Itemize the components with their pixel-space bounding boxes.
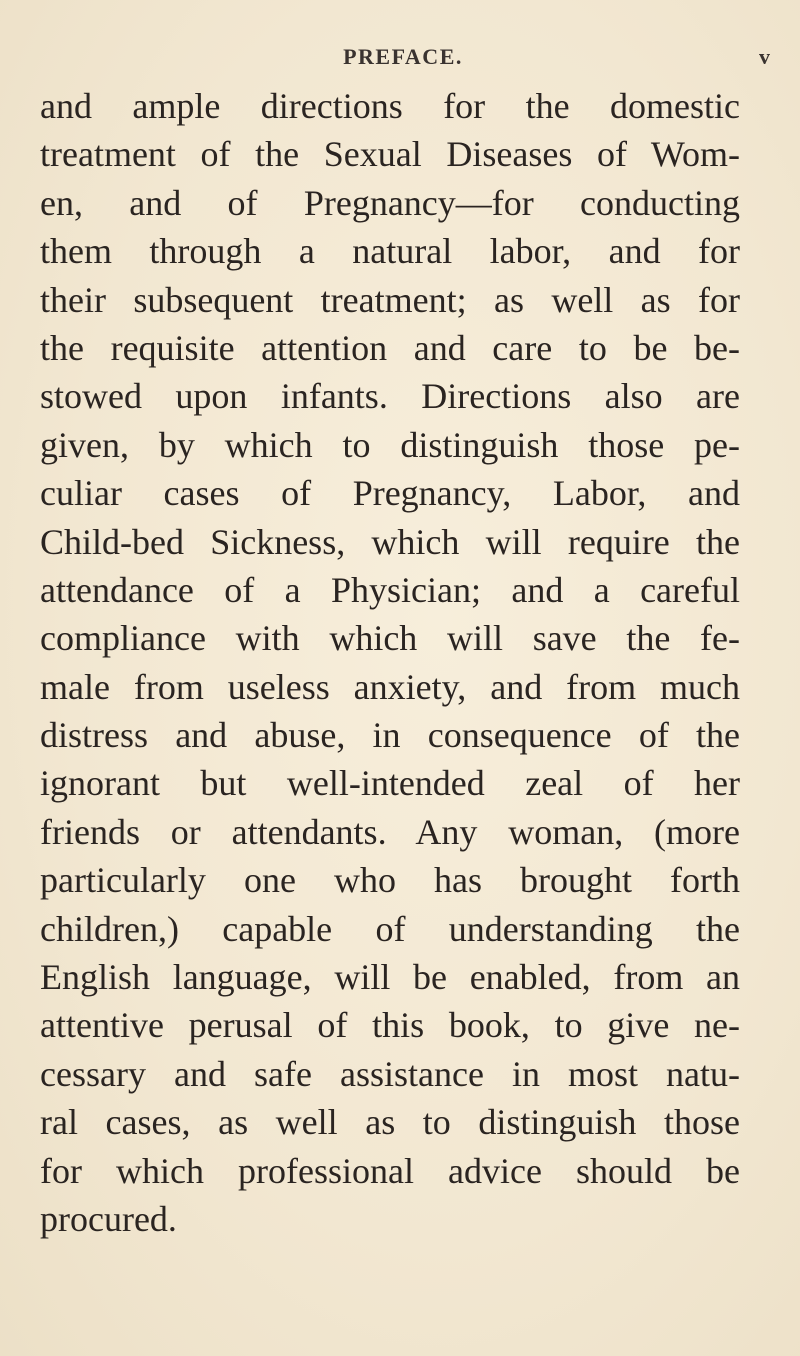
text-line: en, and of Pregnancy—for conducting bbox=[40, 182, 740, 223]
text-line-final: procured. bbox=[40, 1198, 177, 1239]
text-line: children,) capable of understanding the bbox=[40, 908, 740, 949]
text-line: distress and abuse, in consequence of the bbox=[40, 715, 740, 756]
text-line: stowed upon infants. Directions also are bbox=[40, 376, 740, 417]
text-line: the requisite attention and care to be be- bbox=[40, 327, 740, 368]
preface-body-text bbox=[40, 82, 740, 1243]
text-line: male from useless anxiety, and from much bbox=[40, 666, 740, 707]
text-line: particularly one who has brought forth bbox=[40, 860, 740, 901]
text-line: attentive perusal of this book, to give ne- bbox=[40, 1005, 740, 1046]
text-line: them through a natural labor, and for bbox=[40, 231, 740, 272]
text-line: treatment of the Sexual Diseases of Wom- bbox=[40, 134, 740, 175]
text-line: friends or attendants. Any woman, (more bbox=[40, 811, 740, 852]
text-line: attendance of a Physician; and a careful bbox=[40, 569, 740, 610]
text-line: Child-bed Sickness, which will require the bbox=[40, 521, 740, 562]
text-line: cessary and safe assistance in most natu- bbox=[40, 1053, 740, 1094]
text-line: English language, will be enabled, from an bbox=[40, 957, 740, 998]
text-line: and ample directions for the domestic bbox=[40, 86, 740, 126]
text-line: compliance with which will save the fe- bbox=[40, 618, 740, 659]
running-title: PREFACE. bbox=[343, 44, 463, 69]
text-line: for which professional advice should be bbox=[40, 1150, 740, 1191]
running-head bbox=[36, 44, 770, 78]
text-line: culiar cases of Pregnancy, Labor, and bbox=[40, 473, 740, 514]
page-number: v bbox=[759, 44, 770, 69]
text-line: ignorant but well-intended zeal of her bbox=[40, 763, 740, 804]
text-line: given, by which to distinguish those pe- bbox=[40, 424, 740, 465]
text-line: ral cases, as well as to distinguish those bbox=[40, 1102, 740, 1143]
text-line: their subsequent treatment; as well as for bbox=[40, 279, 740, 320]
